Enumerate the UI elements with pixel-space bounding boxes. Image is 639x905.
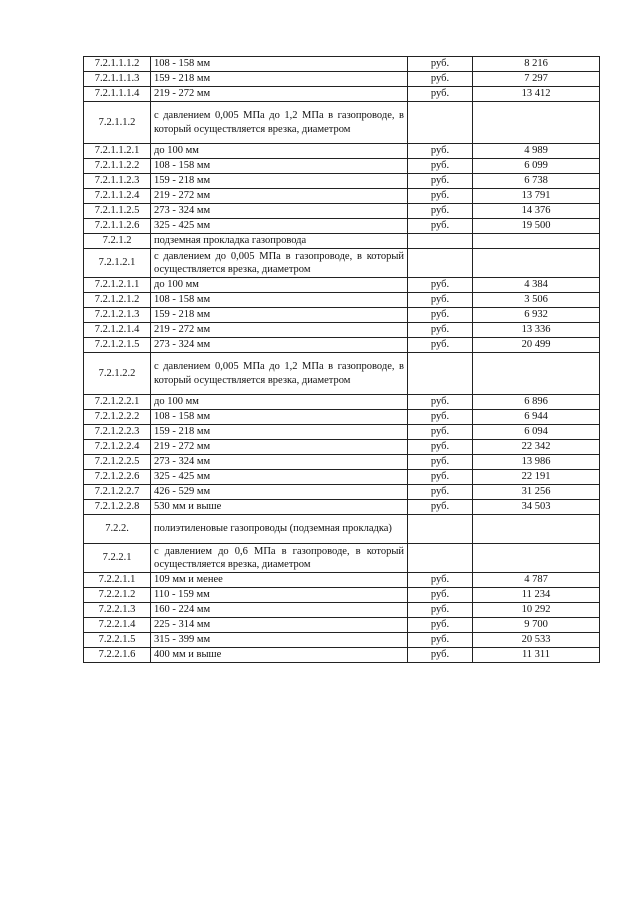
item-price: 6 094 [473,425,600,440]
item-code: 7.2.1.1.1.3 [84,72,151,87]
table-row [84,618,600,633]
item-description: 400 мм и выше [151,648,408,663]
item-description: 159 - 218 мм [151,308,408,323]
table-row-section [84,102,600,144]
section-code: 7.2.2.1 [84,544,151,573]
item-price: 3 506 [473,293,600,308]
item-unit: руб. [408,648,473,663]
item-unit: руб. [408,159,473,174]
table-row [84,87,600,102]
section-code: 7.2.1.2.1 [84,249,151,278]
table-row [84,395,600,410]
item-code: 7.2.1.2.2.3 [84,425,151,440]
section-description: с давлением до 0,6 МПа в газопроводе, в который осуществляется врезка, диаметром [151,544,408,573]
table-row-section [84,353,600,395]
table-row [84,588,600,603]
item-description: 219 - 272 мм [151,323,408,338]
item-price: 13 412 [473,87,600,102]
item-unit: руб. [408,633,473,648]
item-unit: руб. [408,323,473,338]
item-description: 159 - 218 мм [151,425,408,440]
item-code: 7.2.1.1.2.1 [84,144,151,159]
item-code: 7.2.1.2.2.6 [84,470,151,485]
item-price: 6 932 [473,308,600,323]
item-unit [408,544,473,573]
item-price: 19 500 [473,219,600,234]
item-description: 108 - 158 мм [151,410,408,425]
item-unit: руб. [408,338,473,353]
item-description: до 100 мм [151,395,408,410]
item-code: 7.2.1.2.2.8 [84,500,151,515]
item-unit: руб. [408,588,473,603]
item-unit: руб. [408,219,473,234]
item-unit: руб. [408,72,473,87]
item-description: 325 - 425 мм [151,219,408,234]
item-code: 7.2.1.1.2.5 [84,204,151,219]
section-description: подземная прокладка газопровода [151,234,408,249]
item-unit: руб. [408,395,473,410]
item-description: 109 мм и менее [151,573,408,588]
table-row [84,455,600,470]
item-price [473,102,600,144]
table-row [84,174,600,189]
item-unit [408,102,473,144]
item-price: 4 989 [473,144,600,159]
table-row [84,633,600,648]
item-code: 7.2.2.1.4 [84,618,151,633]
item-price: 6 896 [473,395,600,410]
item-price: 13 791 [473,189,600,204]
item-code: 7.2.1.1.1.4 [84,87,151,102]
item-price: 14 376 [473,204,600,219]
item-price: 13 986 [473,455,600,470]
item-price [473,544,600,573]
table-row [84,648,600,663]
item-code: 7.2.1.2.1.3 [84,308,151,323]
item-unit: руб. [408,278,473,293]
item-description: 108 - 158 мм [151,293,408,308]
item-price: 8 216 [473,57,600,72]
item-code: 7.2.1.2.1.1 [84,278,151,293]
item-price: 6 738 [473,174,600,189]
table-row [84,293,600,308]
item-code: 7.2.1.1.2.4 [84,189,151,204]
item-description: до 100 мм [151,278,408,293]
item-code: 7.2.2.1.2 [84,588,151,603]
table-row [84,219,600,234]
table-row [84,72,600,87]
item-code: 7.2.1.2.2.5 [84,455,151,470]
table-row [84,189,600,204]
item-price: 6 944 [473,410,600,425]
item-price: 22 342 [473,440,600,455]
item-price: 4 787 [473,573,600,588]
item-unit: руб. [408,189,473,204]
item-unit [408,515,473,544]
section-code: 7.2.1.2 [84,234,151,249]
item-code: 7.2.2.1.5 [84,633,151,648]
item-description: 273 - 324 мм [151,338,408,353]
item-price: 6 099 [473,159,600,174]
item-unit [408,249,473,278]
item-description: 110 - 159 мм [151,588,408,603]
price-table-body [84,57,600,663]
item-code: 7.2.2.1.6 [84,648,151,663]
item-code: 7.2.2.1.1 [84,573,151,588]
table-row-section [84,249,600,278]
item-unit: руб. [408,470,473,485]
table-row [84,410,600,425]
table-row [84,308,600,323]
item-unit: руб. [408,573,473,588]
item-code: 7.2.1.2.2.2 [84,410,151,425]
item-price: 9 700 [473,618,600,633]
table-row [84,57,600,72]
item-code: 7.2.2.1.3 [84,603,151,618]
item-code: 7.2.1.2.1.5 [84,338,151,353]
item-description: до 100 мм [151,144,408,159]
item-price: 22 191 [473,470,600,485]
item-price [473,353,600,395]
item-code: 7.2.1.2.2.1 [84,395,151,410]
item-description: 273 - 324 мм [151,455,408,470]
item-unit: руб. [408,425,473,440]
table-row [84,425,600,440]
item-description: 225 - 314 мм [151,618,408,633]
item-description: 219 - 272 мм [151,440,408,455]
table-row-section [84,234,600,249]
item-code: 7.2.1.2.1.4 [84,323,151,338]
item-description: 108 - 158 мм [151,57,408,72]
table-row-section [84,544,600,573]
item-price: 31 256 [473,485,600,500]
section-description: с давлением 0,005 МПа до 1,2 МПа в газопроводе, в который осуществляется врезка, диаметром [151,353,408,395]
item-unit: руб. [408,57,473,72]
item-code: 7.2.1.1.2.6 [84,219,151,234]
item-unit [408,234,473,249]
table-row [84,278,600,293]
item-description: 159 - 218 мм [151,72,408,87]
item-unit: руб. [408,440,473,455]
item-unit: руб. [408,618,473,633]
item-description: 273 - 324 мм [151,204,408,219]
item-description: 219 - 272 мм [151,189,408,204]
item-unit [408,353,473,395]
item-unit: руб. [408,144,473,159]
section-description: с давлением до 0,005 МПа в газопроводе, в который осуществляется врезка, диаметром [151,249,408,278]
item-code: 7.2.1.1.2.3 [84,174,151,189]
table-row [84,338,600,353]
item-price: 13 336 [473,323,600,338]
table-row [84,440,600,455]
item-unit: руб. [408,485,473,500]
price-table [83,56,600,663]
item-price: 10 292 [473,603,600,618]
table-row [84,323,600,338]
table-row [84,500,600,515]
item-unit: руб. [408,308,473,323]
item-description: 530 мм и выше [151,500,408,515]
item-description: 219 - 272 мм [151,87,408,102]
item-description: 159 - 218 мм [151,174,408,189]
item-unit: руб. [408,87,473,102]
table-row [84,144,600,159]
item-price [473,234,600,249]
item-code: 7.2.1.1.1.2 [84,57,151,72]
item-price: 20 533 [473,633,600,648]
table-row-section [84,515,600,544]
item-price: 34 503 [473,500,600,515]
item-unit: руб. [408,293,473,308]
section-code: 7.2.2. [84,515,151,544]
item-code: 7.2.1.2.2.7 [84,485,151,500]
item-unit: руб. [408,500,473,515]
section-code: 7.2.1.2.2 [84,353,151,395]
item-price: 4 384 [473,278,600,293]
item-price: 7 297 [473,72,600,87]
item-unit: руб. [408,204,473,219]
item-price [473,249,600,278]
item-unit: руб. [408,603,473,618]
item-unit: руб. [408,410,473,425]
item-code: 7.2.1.1.2.2 [84,159,151,174]
item-description: 426 - 529 мм [151,485,408,500]
table-row [84,204,600,219]
section-description: полиэтиленовые газопроводы (подземная прокладка) [151,515,408,544]
table-row [84,485,600,500]
item-description: 325 - 425 мм [151,470,408,485]
item-description: 315 - 399 мм [151,633,408,648]
table-row [84,573,600,588]
item-price [473,515,600,544]
item-unit: руб. [408,455,473,470]
item-description: 108 - 158 мм [151,159,408,174]
section-code: 7.2.1.1.2 [84,102,151,144]
item-price: 11 311 [473,648,600,663]
table-row [84,603,600,618]
item-code: 7.2.1.2.2.4 [84,440,151,455]
table-row [84,470,600,485]
table-row [84,159,600,174]
item-code: 7.2.1.2.1.2 [84,293,151,308]
item-price: 20 499 [473,338,600,353]
item-description: 160 - 224 мм [151,603,408,618]
item-price: 11 234 [473,588,600,603]
section-description: с давлением 0,005 МПа до 1,2 МПа в газопроводе, в который осуществляется врезка, диаметром [151,102,408,144]
item-unit: руб. [408,174,473,189]
